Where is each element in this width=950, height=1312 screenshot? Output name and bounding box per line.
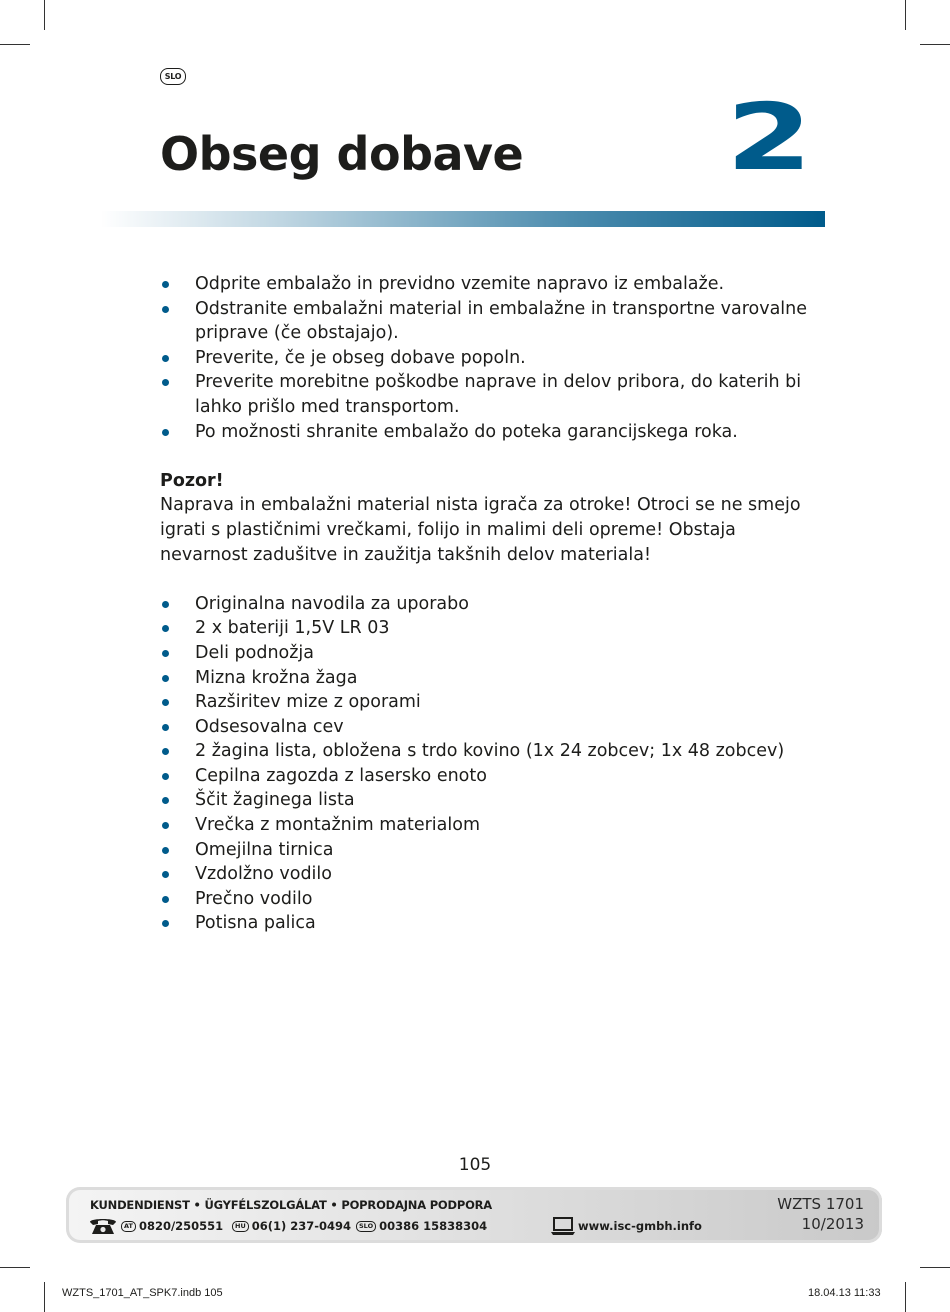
list-item: Vrečka z montažnim materialom [160, 813, 820, 838]
list-item: Preverite, če je obseg dobave popoln. [160, 346, 820, 371]
list-item: Odsesovalna cev [160, 715, 820, 740]
crop-mark [0, 1267, 30, 1268]
list-item: 2 x bateriji 1,5V LR 03 [160, 616, 820, 641]
crop-mark [44, 0, 45, 30]
list-item: Odprite embalažo in previdno vzemite napravo iz embalaže. [160, 272, 820, 297]
page-number: 105 [458, 1155, 492, 1175]
chapter-number: 2 [726, 84, 813, 191]
list-item: 2 žagina lista, obložena s trdo kovino (1x 24 zobcev; 1x 48 zobcev) [160, 739, 820, 764]
phone-number: 0820/250551 [138, 1219, 224, 1233]
list-item: Mizna krožna žaga [160, 666, 820, 691]
edition-date: 10/2013 [801, 1215, 864, 1233]
list-item: Omejilna tirnica [160, 838, 820, 863]
telephone-icon [88, 1216, 118, 1236]
country-code-badge: AT [121, 1221, 136, 1232]
phone-hu [232, 1219, 351, 1233]
crop-mark [905, 0, 906, 30]
main-content [160, 272, 820, 936]
list-item: Razširitev mize z oporami [160, 690, 820, 715]
print-slug-timestamp: 18.04.13 11:33 [808, 1287, 881, 1299]
phone-number: 06(1) 237-0494 [251, 1219, 352, 1233]
crop-mark [920, 44, 950, 45]
list-item: Cepilna zagozda z lasersko enoto [160, 764, 820, 789]
crop-mark [920, 1267, 950, 1268]
language-badge: SLO [160, 68, 186, 85]
list-item: Originalna navodila za uporabo [160, 592, 820, 617]
list-item: Po možnosti shranite embalažo do poteka garancijskega roka. [160, 420, 820, 445]
list-item: Ščit žaginega lista [160, 788, 820, 813]
list-item: Odstranite embalažni material in embalažne in transportne varovalne priprave (če obstajajo). [160, 297, 820, 346]
laptop-icon [550, 1216, 576, 1236]
website-link[interactable]: www.isc-gmbh.info [578, 1219, 702, 1233]
list-item: Preverite morebitne poškodbe naprave in delov pribora, do katerih bi lahko prišlo med transportom. [160, 370, 820, 419]
phone-slo [356, 1219, 487, 1233]
phone-number: 00386 15838304 [379, 1219, 488, 1233]
list-item: Prečno vodilo [160, 887, 820, 912]
crop-mark [905, 1282, 906, 1312]
warning-title: Pozor! [160, 470, 224, 491]
country-code-badge: HU [232, 1221, 249, 1232]
supply-items-list [160, 592, 820, 936]
warning-text: Naprava in embalažni material nista igrača za otroke! Otroci se ne smejo igrati s plastičnimi vrečkami, folijo in malimi deli opreme! Obstaja nevarnost zadušitve in zaužitja takšnih delov materiala! [160, 495, 801, 565]
header-gradient-bar [100, 211, 825, 227]
country-code-badge: SLO [356, 1221, 376, 1232]
model-number: WZTS 1701 [777, 1195, 864, 1213]
list-item: Potisna palica [160, 911, 820, 936]
service-footer [66, 1187, 882, 1243]
phone-at [121, 1219, 223, 1233]
print-slug-file: WZTS_1701_AT_SPK7.indb 105 [62, 1287, 223, 1299]
service-title: KUNDENDIENST • ÜGYFÉLSZOLGÁLAT • POPRODAJNA PODPORA [90, 1198, 493, 1212]
list-item: Deli podnožja [160, 641, 820, 666]
page-title: Obseg dobave [160, 127, 524, 181]
list-item: Vzdolžno vodilo [160, 862, 820, 887]
unpacking-steps-list [160, 272, 820, 444]
crop-mark [0, 44, 30, 45]
crop-mark [44, 1282, 45, 1312]
